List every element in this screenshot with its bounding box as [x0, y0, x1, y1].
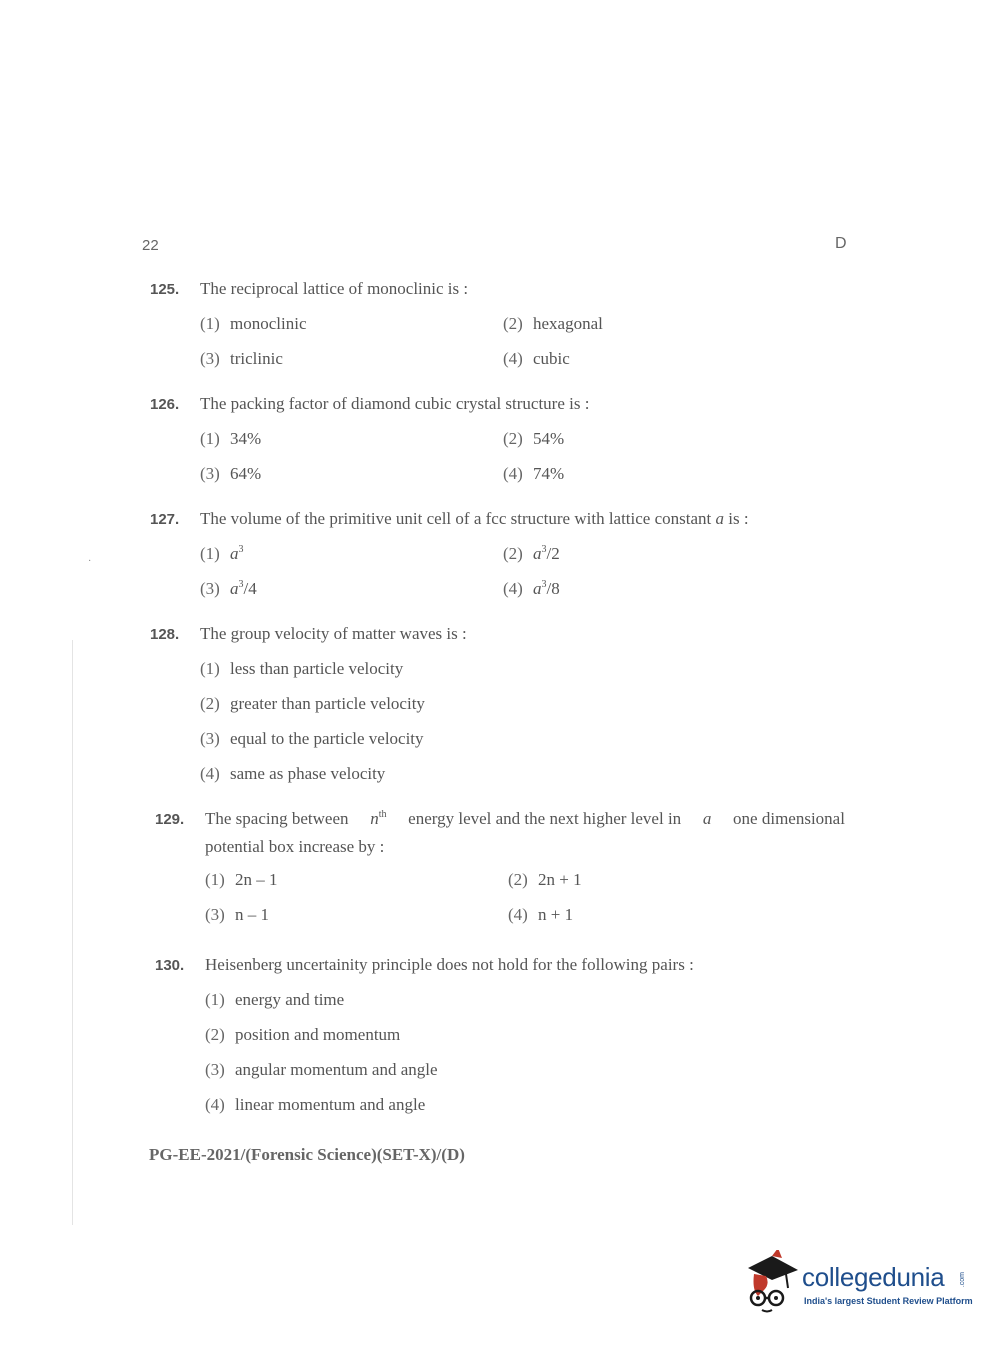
- question-number: 129.: [155, 811, 185, 828]
- option-4[interactable]: (4) same as phase velocity: [200, 764, 386, 783]
- option-2[interactable]: (2) greater than particle velocity: [200, 694, 425, 713]
- option-4[interactable]: (4) cubic: [503, 349, 570, 368]
- question-text: The group velocity of matter waves is :: [200, 624, 467, 643]
- question-text: The volume of the primitive unit cell of a fcc structure with lattice constant a is :: [200, 509, 749, 528]
- option-2[interactable]: (2) position and momentum: [205, 1025, 401, 1044]
- question-number: 130.: [155, 957, 185, 974]
- options: [200, 429, 803, 499]
- question-text: The packing factor of diamond cubic crystal structure is :: [200, 394, 590, 413]
- collegedunia-logo[interactable]: [742, 1250, 972, 1318]
- option-3[interactable]: (3) triclinic: [200, 349, 283, 368]
- option-3[interactable]: (3) $a^3/4$: [200, 579, 257, 598]
- question-130: [155, 955, 694, 1130]
- options: [205, 990, 694, 1130]
- brand-tagline: India's largest Student Review Platform: [804, 1296, 973, 1306]
- option-1[interactable]: (1) energy and time: [205, 990, 345, 1009]
- set-code: D: [835, 235, 847, 252]
- option-1[interactable]: (1) monoclinic: [200, 314, 307, 333]
- question-125: [150, 279, 803, 384]
- option-4[interactable]: (4) linear momentum and angle: [205, 1095, 426, 1114]
- graduate-mascot-icon: [742, 1250, 800, 1316]
- options: [205, 870, 845, 940]
- option-1[interactable]: (1) 2n – 1: [205, 870, 278, 889]
- options: [200, 314, 803, 384]
- question-text: The reciprocal lattice of monoclinic is :: [200, 279, 469, 298]
- page-number: 22: [142, 237, 159, 254]
- option-1[interactable]: (1) $a^3$: [200, 544, 244, 563]
- option-4[interactable]: (4) $a^3/8$: [503, 579, 560, 598]
- question-127: [150, 509, 803, 614]
- option-3[interactable]: (3) 64%: [200, 464, 262, 483]
- option-3[interactable]: (3) n – 1: [205, 905, 269, 924]
- option-2[interactable]: (2) 54%: [503, 429, 565, 448]
- question-number: 125.: [150, 281, 180, 298]
- question-text-line2: potential box increase by :: [205, 837, 385, 856]
- option-3[interactable]: (3) angular momentum and angle: [205, 1060, 438, 1079]
- option-2[interactable]: (2) $a^3/2$: [503, 544, 560, 563]
- option-1[interactable]: (1) less than particle velocity: [200, 659, 404, 678]
- question-number: 128.: [150, 626, 180, 643]
- brand-domain: .com: [959, 1272, 966, 1288]
- option-1[interactable]: (1) 34%: [200, 429, 262, 448]
- question-number: 127.: [150, 511, 180, 528]
- option-3[interactable]: (3) equal to the particle velocity: [200, 729, 424, 748]
- scan-speck: ·: [88, 556, 92, 567]
- option-2[interactable]: (2) hexagonal: [503, 314, 603, 333]
- option-4[interactable]: (4) n + 1: [508, 905, 574, 924]
- question-text: Heisenberg uncertainity principle does not hold for the following pairs :: [205, 955, 694, 974]
- question-text: The spacing between $n^{th}$ energy level and the next higher level in a one dimensional: [205, 809, 845, 828]
- brand-name: collegedunia: [802, 1262, 945, 1292]
- option-4[interactable]: (4) 74%: [503, 464, 565, 483]
- question-129: [155, 809, 845, 940]
- question-128: [150, 624, 467, 799]
- paper-code-footer: PG-EE-2021/(Forensic Science)(SET-X)/(D): [149, 1145, 465, 1164]
- question-number: 126.: [150, 396, 180, 413]
- options: [200, 659, 467, 799]
- option-2[interactable]: (2) 2n + 1: [508, 870, 582, 889]
- question-126: [150, 394, 803, 499]
- options: [200, 544, 803, 614]
- margin-line: [72, 640, 73, 1225]
